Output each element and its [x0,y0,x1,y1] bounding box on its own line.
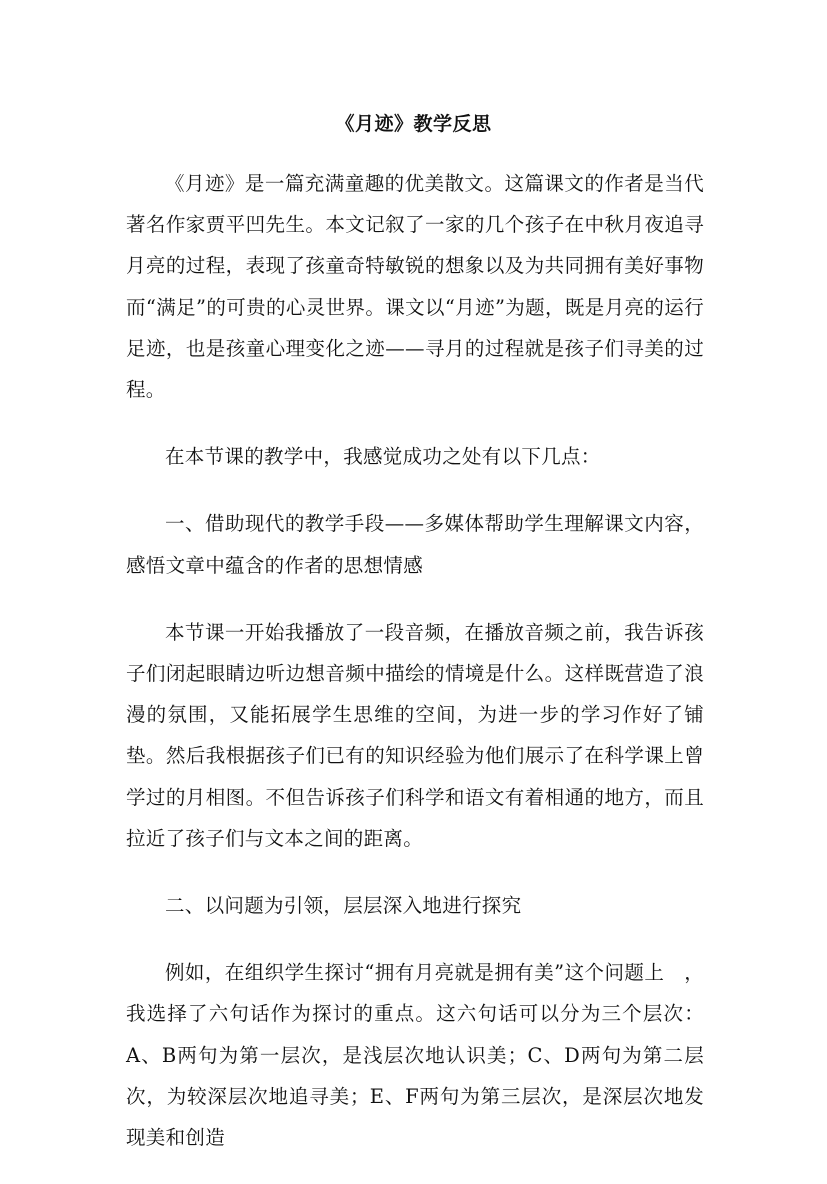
section-heading-1: 一、借助现代的教学手段——多媒体帮助学生理解课文内容，感悟文章中蕴含的作者的思想情感 [126,512,704,577]
document-body [126,163,704,1184]
section-heading-2: 二、以问题为引领，层层深入地进行探究 [165,894,522,918]
paragraph-audio: 本节课一开始我播放了一段音频，在播放音频之前，我告诉孩子们闭起眼睛边听边想音频中描绘的情境是什么。这样既营造了浪漫的氛围，又能拓展学生思维的空间，为进一步的学习作好了铺垫。然后我根据孩子们已有的知识经验为他们展示了在科学课上曾学过的月相图。不但告诉孩子们科学和语文有着相通的地方，而且拉近了孩子们与文本之间的距离。 [126,620,704,850]
paragraph-example: 例如，在组织学生探讨“拥有月亮就是拥有美”这个问题上 ，我选择了六句话作为探讨的重点。这六句话可以分为三个层次：A、B两句为第一层次，是浅层次地认识美；C、D两句为第二层次，为较深层次地追寻美；E、F两句为第三层次，是深层次地发现美和创造 [126,961,704,1150]
paragraph-success-points: 在本节课的教学中，我感觉成功之处有以下几点： [165,445,601,469]
document-title: 《月迹》教学反思 [335,113,492,135]
paragraph-intro: 《月迹》是一篇充满童趣的优美散文。这篇课文的作者是当代著名作家贾平凹先生。本文记叙了一家的几个孩子在中秋月夜追寻月亮的过程，表现了孩童奇特敏锐的想象以及为共同拥有美好事物而“满足”的可贵的心灵世界。课文以“月迹”为题，既是月亮的运行足迹，也是孩童心理变化之迹——寻月的过程就是孩子们寻美的过程。 [126,172,704,402]
